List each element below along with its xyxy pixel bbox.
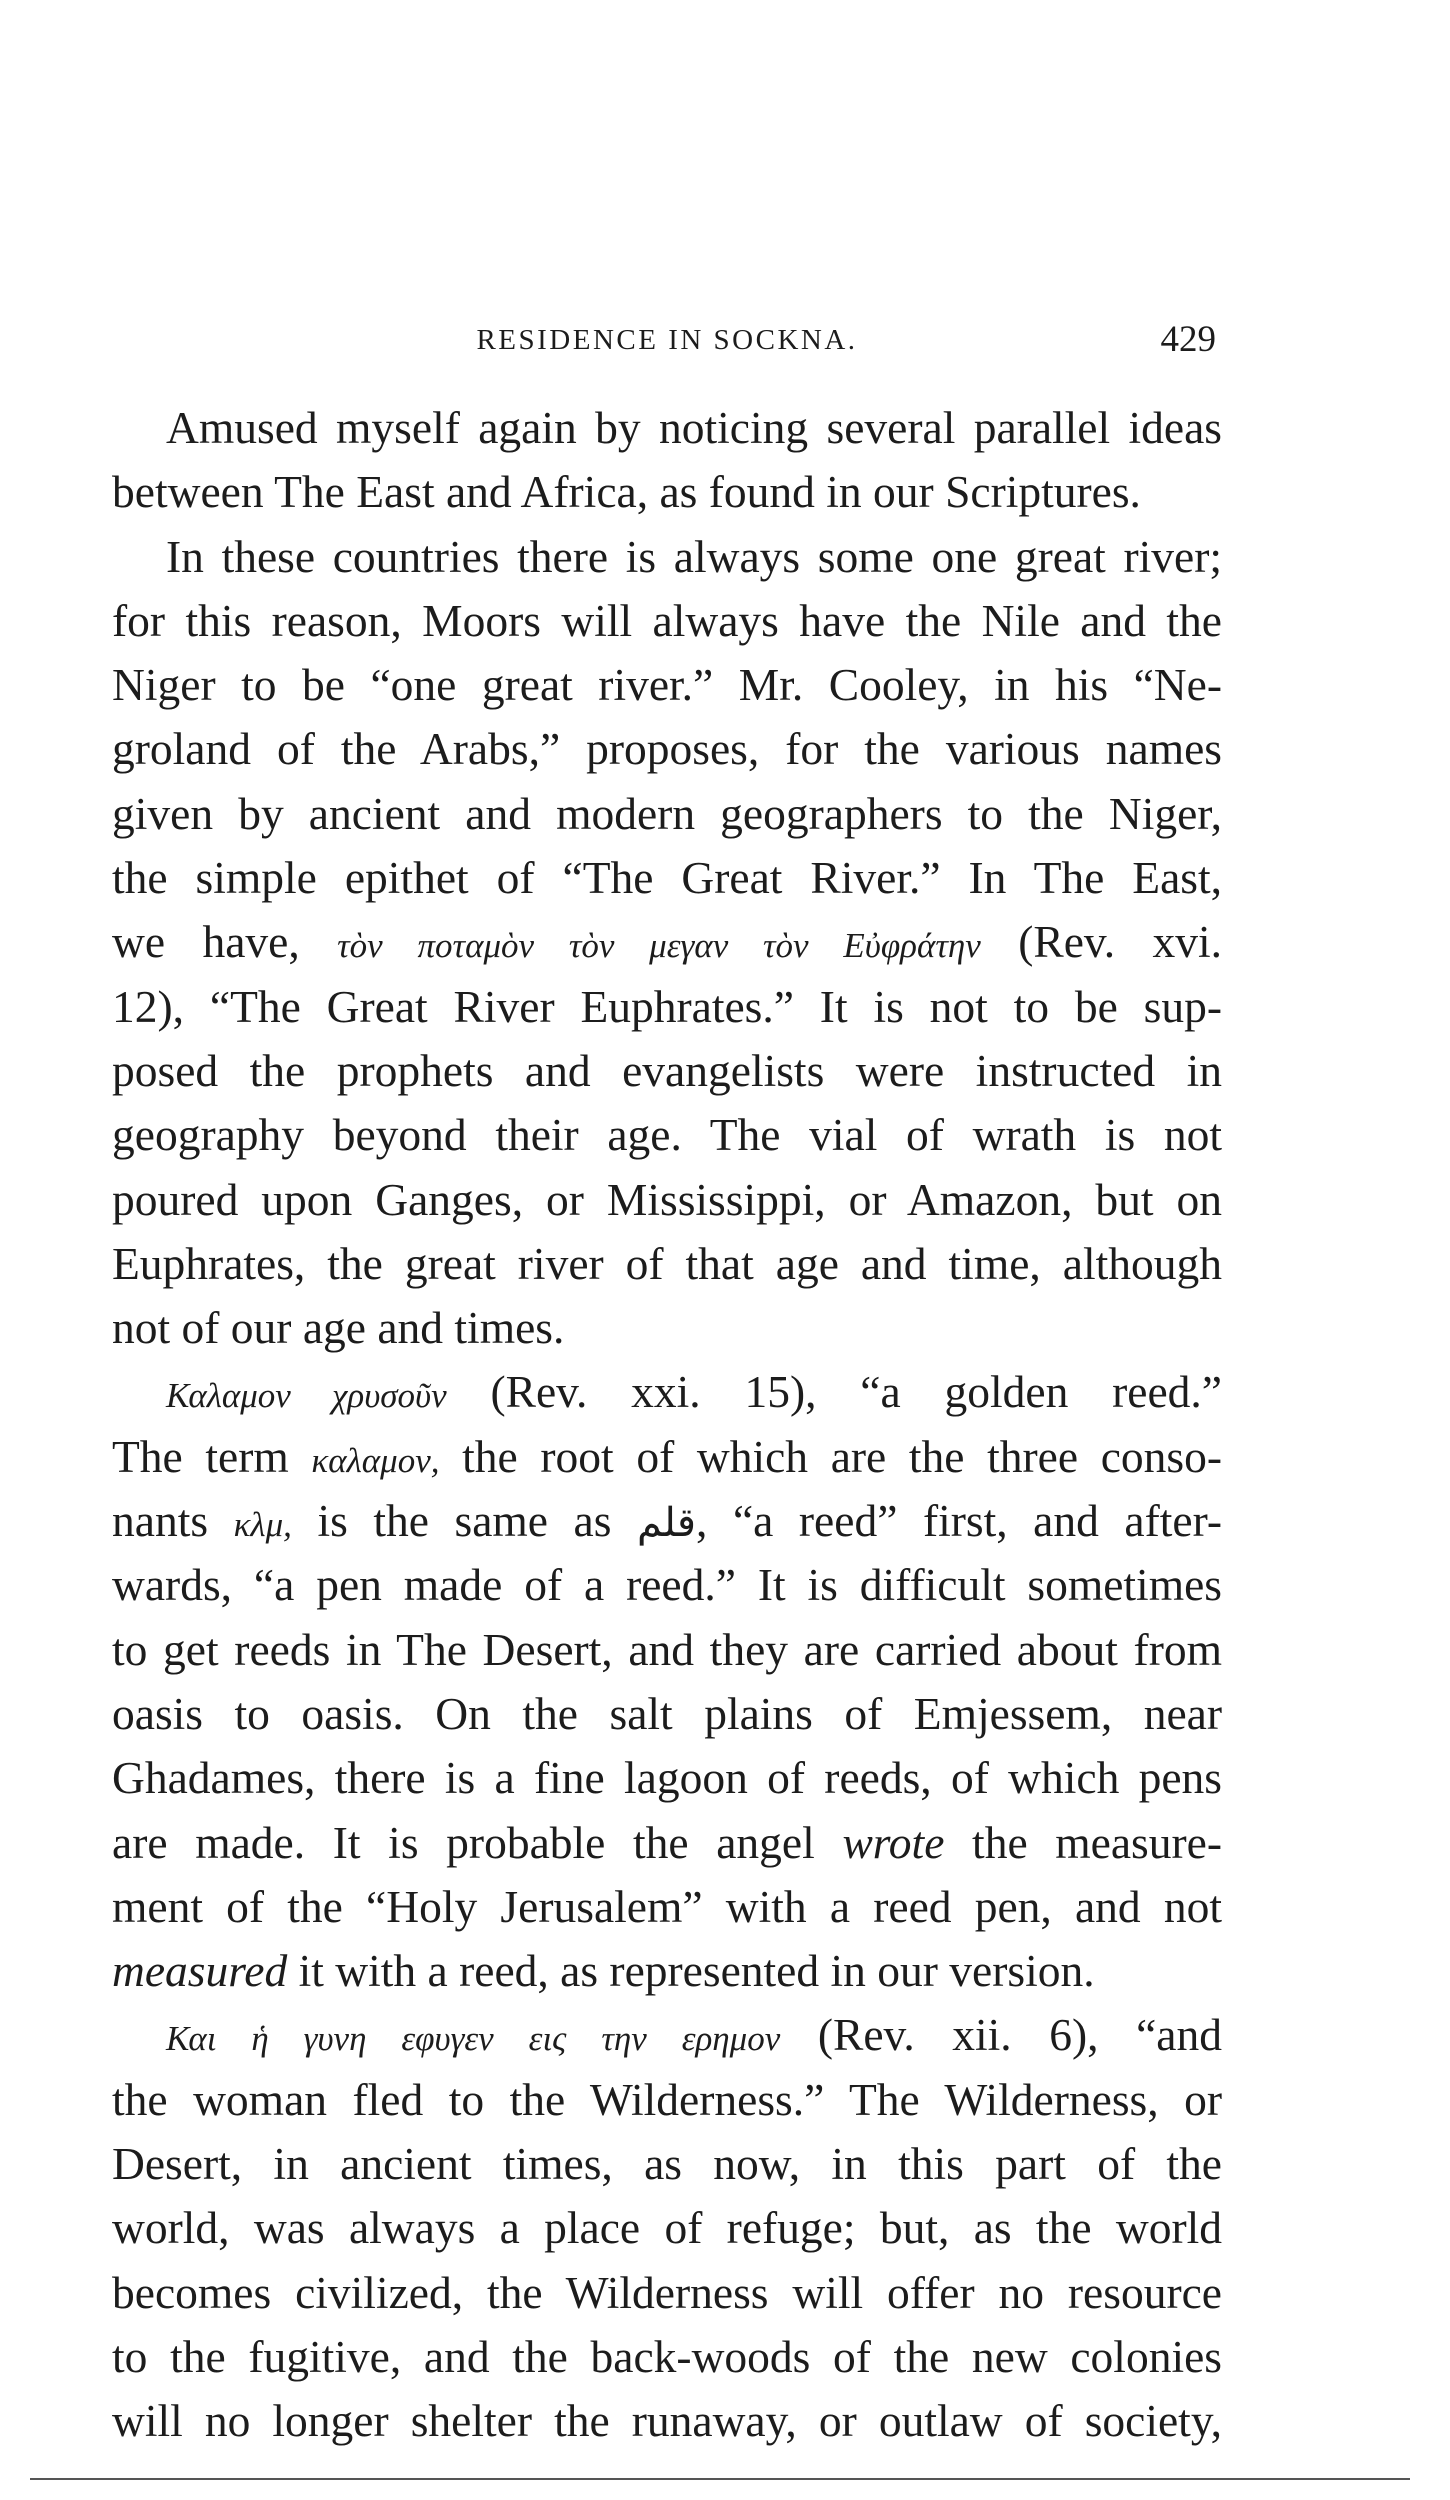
text-line: the simple epithet of “The Great River.” In The East, [112, 852, 1222, 904]
text-line: Niger to be “one great river.” Mr. Cooley, in his “Ne- [112, 659, 1222, 711]
text-line: given by ancient and modern geographers to the Niger, [112, 787, 1222, 839]
text-line [112, 2003, 1222, 2067]
greek-phrase: Καλαμον χρυσοῦν [166, 1376, 447, 1416]
text-line: to the fugitive, and the back-woods of the new colonies [112, 2330, 1222, 2382]
text-line: will no longer shelter the runaway, or outlaw of society, [112, 2395, 1222, 2447]
text-line: geography beyond their age. The vial of wrath is not [112, 1109, 1222, 1161]
italic-word: wrote [842, 1816, 945, 1868]
text-segment: , “a reed” first, and after- [696, 1495, 1223, 1547]
text-line [112, 1489, 1222, 1553]
text-line [112, 910, 1222, 974]
text-line: Desert, in ancient times, as now, in this part of the [112, 2138, 1222, 2190]
page-number: 429 [1160, 319, 1216, 360]
page-header [112, 318, 1222, 368]
arabic-word: قلم [637, 1500, 697, 1546]
text-segment: (Rev. xvi. [1018, 916, 1222, 968]
text-line [112, 1360, 1222, 1424]
text-line: poured upon Ganges, or Mississippi, or Amazon, but on [112, 1173, 1222, 1225]
greek-phrase: καλαμον, [311, 1440, 440, 1480]
text-line: ment of the “Holy Jerusalem” with a reed pen, and not [112, 1880, 1222, 1932]
text-line: Ghadames, there is a fine lagoon of reeds, of which pens [112, 1752, 1222, 1804]
body-text [112, 396, 1222, 2454]
text-line: world, was always a place of refuge; but, as the world [112, 2202, 1222, 2254]
text-line: 12), “The Great River Euphrates.” It is not to be sup- [112, 980, 1222, 1032]
italic-word: measured [112, 1945, 288, 1997]
text-line: Euphrates, the great river of that age and time, although [112, 1237, 1222, 1289]
text-segment: we have, [112, 916, 300, 968]
text-segment: is the same as [317, 1495, 612, 1547]
text-line [112, 1939, 1222, 2003]
text-line: groland of the Arabs,” proposes, for the various names [112, 723, 1222, 775]
text-segment: the root of which are the three conso- [462, 1430, 1223, 1482]
text-line: In these countries there is always some one great river; [166, 530, 1222, 582]
text-line: for this reason, Moors will always have the Nile and the [112, 594, 1222, 646]
text-line: between The East and Africa, as found in our Scriptures. [112, 466, 1141, 518]
text-line: Amused myself again by noticing several parallel ideas [166, 402, 1222, 453]
text-segment: (Rev. xii. 6), “and [817, 2009, 1222, 2061]
text-line: oasis to oasis. On the salt plains of Emjessem, near [112, 1687, 1222, 1739]
text-line: not of our age and times. [112, 1302, 565, 1354]
text-segment: nants [112, 1495, 209, 1547]
text-line: becomes civilized, the Wilderness will offer no resource [112, 2266, 1222, 2318]
text-line: wards, “a pen made of a reed.” It is difficult sometimes [112, 1559, 1222, 1611]
text-segment: the measure- [972, 1816, 1223, 1868]
greek-phrase: τὸν ποταμὸν τὸν μεγαν τὸν Εὐφράτην [337, 926, 981, 966]
text-segment: The term [112, 1430, 289, 1482]
text-line [112, 1811, 1222, 1875]
text-line [112, 1425, 1222, 1489]
text-segment: it with a reed, as represented in our version. [298, 1945, 1095, 1997]
text-line: the woman fled to the Wilderness.” The Wilderness, or [112, 2073, 1222, 2125]
text-line: to get reeds in The Desert, and they are carried about from [112, 1623, 1222, 1675]
greek-phrase: κλμ, [233, 1505, 292, 1545]
text-segment: are made. It is probable the angel [112, 1816, 815, 1868]
bottom-rule [30, 2478, 1410, 2480]
greek-phrase: Και ἡ γυνη εφυγεν εις την ερημον [166, 2019, 781, 2059]
text-segment: (Rev. xxi. 15), “a golden reed.” [490, 1366, 1223, 1418]
running-title: RESIDENCE IN SOCKNA. [476, 324, 858, 356]
text-line: posed the prophets and evangelists were instructed in [112, 1044, 1222, 1096]
